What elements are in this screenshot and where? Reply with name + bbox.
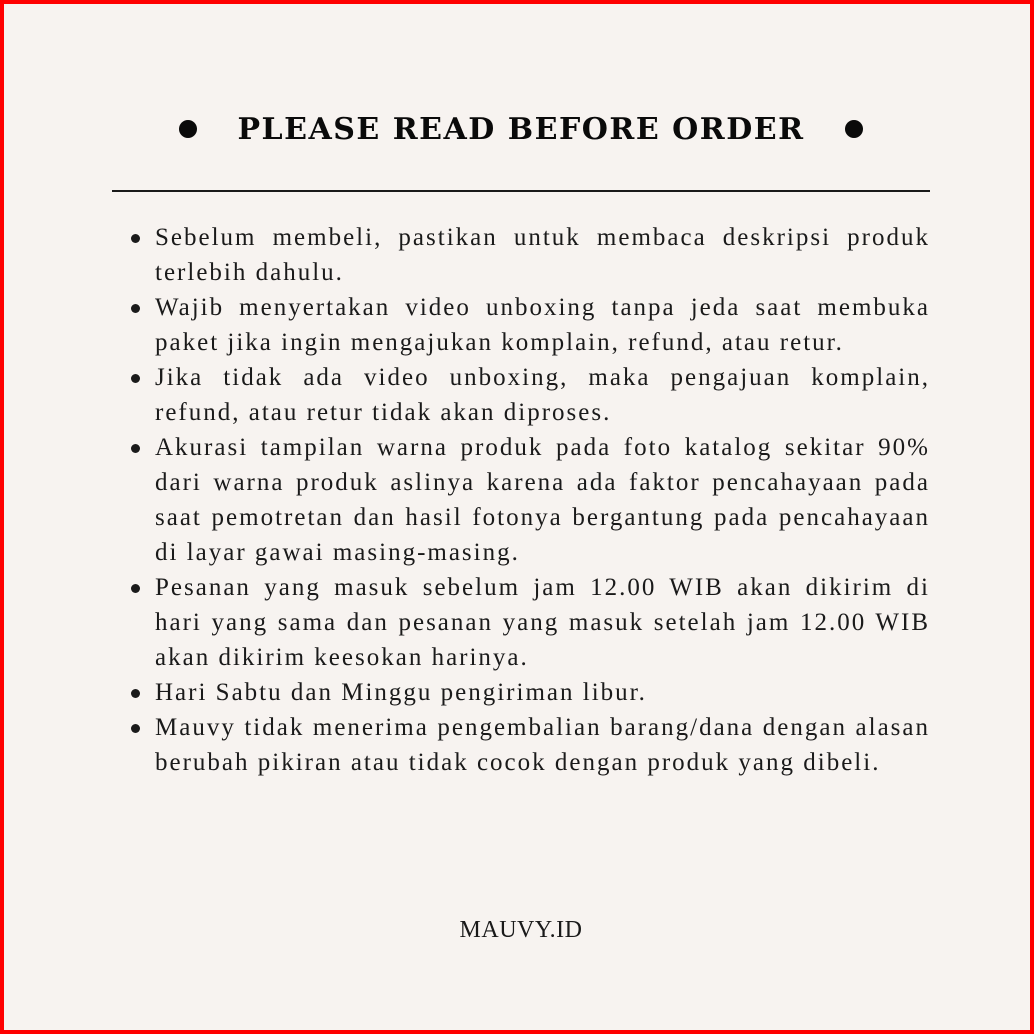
page-title: PLEASE READ BEFORE ORDER <box>237 111 805 147</box>
bullet-icon <box>131 234 140 243</box>
divider <box>112 190 930 192</box>
rule-item <box>129 290 930 360</box>
rule-item <box>129 570 930 675</box>
rules-list <box>129 220 930 780</box>
bullet-icon <box>131 724 140 733</box>
rule-text: Jika tidak ada video unboxing, maka pengajuan komplain, refund, atau retur tidak akan diproses. <box>155 364 930 426</box>
bullet-icon <box>131 374 140 383</box>
title-row <box>4 107 1034 151</box>
bullet-icon <box>131 689 140 698</box>
right-dot-icon <box>845 120 863 138</box>
rule-text: Mauvy tidak menerima pengembalian barang/dana dengan alasan berubah pikiran atau tidak cocok dengan produk yang dibeli. <box>155 714 930 776</box>
rule-item <box>129 360 930 430</box>
bullet-icon <box>131 304 140 313</box>
rule-text: Pesanan yang masuk sebelum jam 12.00 WIB akan dikirim di hari yang sama dan pesanan yang masuk setelah jam 12.00 WIB akan dikirim keesokan harinya. <box>155 574 930 671</box>
bullet-icon <box>131 444 140 453</box>
rule-item <box>129 675 930 710</box>
left-dot-icon <box>179 120 197 138</box>
rule-item <box>129 220 930 290</box>
rule-text: Sebelum membeli, pastikan untuk membaca deskripsi produk terlebih dahulu. <box>155 224 930 286</box>
rule-item <box>129 430 930 570</box>
rule-text: Akurasi tampilan warna produk pada foto katalog sekitar 90% dari warna produk aslinya karena ada faktor pencahayaan pada saat pemotretan dan hasil fotonya bergantung pada pencahayaan di layar gawai masing-masing. <box>155 434 930 566</box>
brand-footer: MAUVY.ID <box>459 917 583 943</box>
rule-item <box>129 710 930 780</box>
rule-text: Hari Sabtu dan Minggu pengiriman libur. <box>155 679 647 706</box>
bullet-icon <box>131 584 140 593</box>
rule-text: Wajib menyertakan video unboxing tanpa jeda saat membuka paket jika ingin mengajukan komplain, refund, atau retur. <box>155 294 930 356</box>
